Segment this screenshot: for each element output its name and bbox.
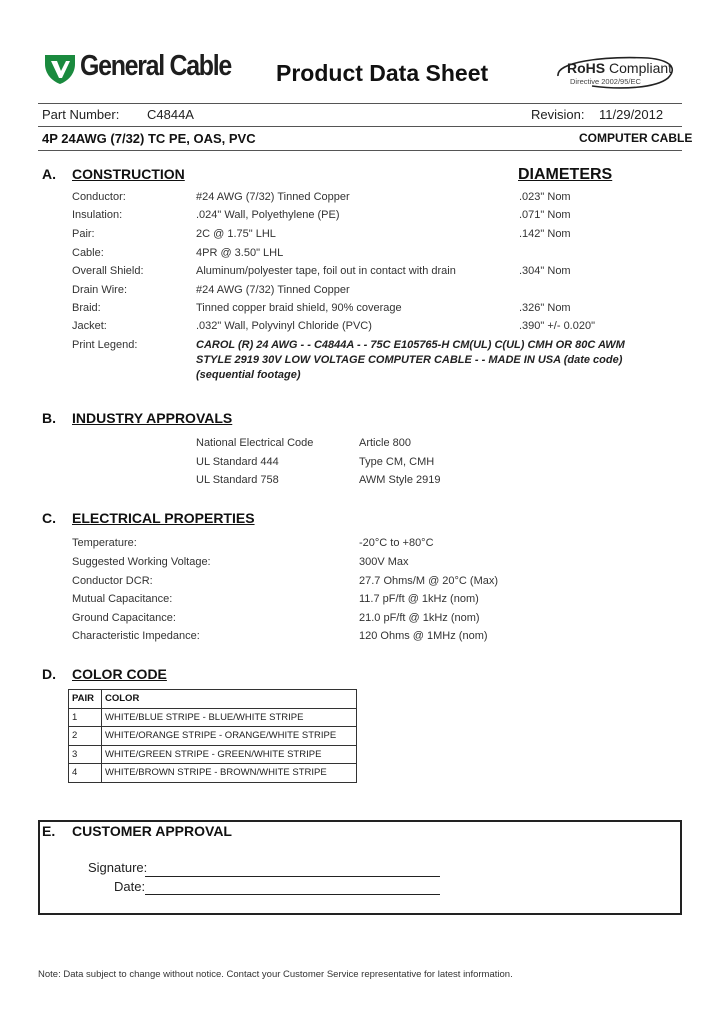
pair-cell: 3 xyxy=(69,745,102,764)
electrical-value: 120 Ohms @ 1MHz (nom) xyxy=(359,630,488,642)
pair-cell: 1 xyxy=(69,708,102,727)
construction-label: Overall Shield: xyxy=(72,265,144,277)
electrical-value: 21.0 pF/ft @ 1kHz (nom) xyxy=(359,612,480,624)
construction-label: Insulation: xyxy=(72,209,123,221)
signature-label: Signature: xyxy=(88,860,148,875)
header-rule-bottom xyxy=(38,150,682,151)
date-line[interactable] xyxy=(145,894,440,895)
table-row xyxy=(69,764,357,783)
approval-value: Type CM, CMH xyxy=(359,456,435,468)
revision-value: 11/29/2012 xyxy=(599,107,664,122)
construction-label: Jacket: xyxy=(72,320,107,332)
product-category: COMPUTER CABLE xyxy=(579,131,693,145)
part-number-value: C4844A xyxy=(147,107,194,122)
pair-cell: 2 xyxy=(69,727,102,746)
header-rule-mid xyxy=(38,126,682,127)
electrical-label: Characteristic Impedance: xyxy=(72,630,200,642)
part-number-label: Part Number: xyxy=(42,107,120,122)
electrical-label: Temperature: xyxy=(72,537,137,549)
company-name: General Cable xyxy=(80,50,231,82)
section-e-letter: E. xyxy=(42,823,56,839)
date-label: Date: xyxy=(114,879,146,894)
electrical-label: Suggested Working Voltage: xyxy=(72,556,211,568)
diameter-value: .071" Nom xyxy=(519,209,571,221)
rohs-directive: Directive 2002/95/EC xyxy=(570,77,641,86)
color-cell: WHITE/GREEN STRIPE - GREEN/WHITE STRIPE xyxy=(102,745,357,764)
construction-label: Drain Wire: xyxy=(72,284,128,296)
section-c-letter: C. xyxy=(42,510,56,526)
approval-standard: UL Standard 758 xyxy=(196,474,279,486)
color-column-header: COLOR xyxy=(102,690,357,709)
construction-value: Tinned copper braid shield, 90% coverage xyxy=(196,302,402,314)
construction-value: #24 AWG (7/32) Tinned Copper xyxy=(196,191,350,203)
construction-value: #24 AWG (7/32) Tinned Copper xyxy=(196,284,350,296)
rohs-label xyxy=(567,60,672,76)
table-row xyxy=(69,745,357,764)
customer-approval-heading: CUSTOMER APPROVAL xyxy=(72,823,232,839)
electrical-label: Conductor DCR: xyxy=(72,575,153,587)
construction-label: Conductor: xyxy=(72,191,126,203)
approval-standard: UL Standard 444 xyxy=(196,456,279,468)
pair-column-header: PAIR xyxy=(69,690,102,709)
header-rule-top xyxy=(38,103,682,104)
construction-heading: CONSTRUCTION xyxy=(72,166,185,182)
color-code-heading: COLOR CODE xyxy=(72,666,167,682)
approval-standard: National Electrical Code xyxy=(196,437,314,449)
electrical-value: 27.7 Ohms/M @ 20°C (Max) xyxy=(359,575,499,587)
construction-value: 2C @ 1.75" LHL xyxy=(196,228,276,240)
color-cell: WHITE/BLUE STRIPE - BLUE/WHITE STRIPE xyxy=(102,708,357,727)
construction-label: Braid: xyxy=(72,302,101,314)
general-cable-logo-icon xyxy=(43,52,77,86)
industry-approvals-heading: INDUSTRY APPROVALS xyxy=(72,410,233,426)
construction-label: Pair: xyxy=(72,228,95,240)
revision-label: Revision: xyxy=(531,107,585,122)
footer-note: Note: Data subject to change without notice. Contact your Customer Service representative for latest information. xyxy=(38,969,513,980)
print-legend-text: CAROL (R) 24 AWG - - C4844A - - 75C E105765-H CM(UL) C(UL) CMH OR 80C AWM STYLE 2919 30V LOW VOLTAGE COMPUTER CABLE - - MADE IN USA (date code) (sequential footage) xyxy=(196,339,625,381)
electrical-value: -20°C to +80°C xyxy=(359,537,434,549)
electrical-label: Mutual Capacitance: xyxy=(72,593,173,605)
construction-value: .032" Wall, Polyvinyl Chloride (PVC) xyxy=(196,320,372,332)
table-row xyxy=(69,727,357,746)
diameter-value: .390" +/- 0.020" xyxy=(519,320,596,332)
pair-cell: 4 xyxy=(69,764,102,783)
section-b-letter: B. xyxy=(42,410,56,426)
diameter-value: .304" Nom xyxy=(519,265,571,277)
section-d-letter: D. xyxy=(42,666,56,682)
table-row xyxy=(69,708,357,727)
diameters-heading: DIAMETERS xyxy=(518,166,613,183)
product-description: 4P 24AWG (7/32) TC PE, OAS, PVC xyxy=(42,131,256,146)
construction-value: Aluminum/polyester tape, foil out in contact with drain xyxy=(196,265,456,277)
color-code-table xyxy=(68,689,357,783)
approval-value: AWM Style 2919 xyxy=(359,474,441,486)
diameter-value: .142" Nom xyxy=(519,228,571,240)
construction-value: 4PR @ 3.50" LHL xyxy=(196,247,284,259)
approval-value: Article 800 xyxy=(359,437,411,449)
construction-label: Cable: xyxy=(72,247,104,259)
rohs-brand: RoHS xyxy=(567,60,606,76)
electrical-label: Ground Capacitance: xyxy=(72,612,176,624)
electrical-properties-heading: ELECTRICAL PROPERTIES xyxy=(72,510,255,526)
page-title: Product Data Sheet xyxy=(276,60,489,86)
print-legend-label: Print Legend: xyxy=(72,339,138,351)
electrical-value: 300V Max xyxy=(359,556,409,568)
electrical-value: 11.7 pF/ft @ 1kHz (nom) xyxy=(359,593,479,605)
table-header-row xyxy=(69,690,357,709)
construction-value: .024" Wall, Polyethylene (PE) xyxy=(196,209,340,221)
color-cell: WHITE/BROWN STRIPE - BROWN/WHITE STRIPE xyxy=(102,764,357,783)
color-cell: WHITE/ORANGE STRIPE - ORANGE/WHITE STRIPE xyxy=(102,727,357,746)
diameter-value: .326" Nom xyxy=(519,302,571,314)
signature-line[interactable] xyxy=(145,876,440,877)
diameter-value: .023" Nom xyxy=(519,191,571,203)
section-a-letter: A. xyxy=(42,166,56,182)
rohs-compliant: Compliant xyxy=(609,60,673,76)
